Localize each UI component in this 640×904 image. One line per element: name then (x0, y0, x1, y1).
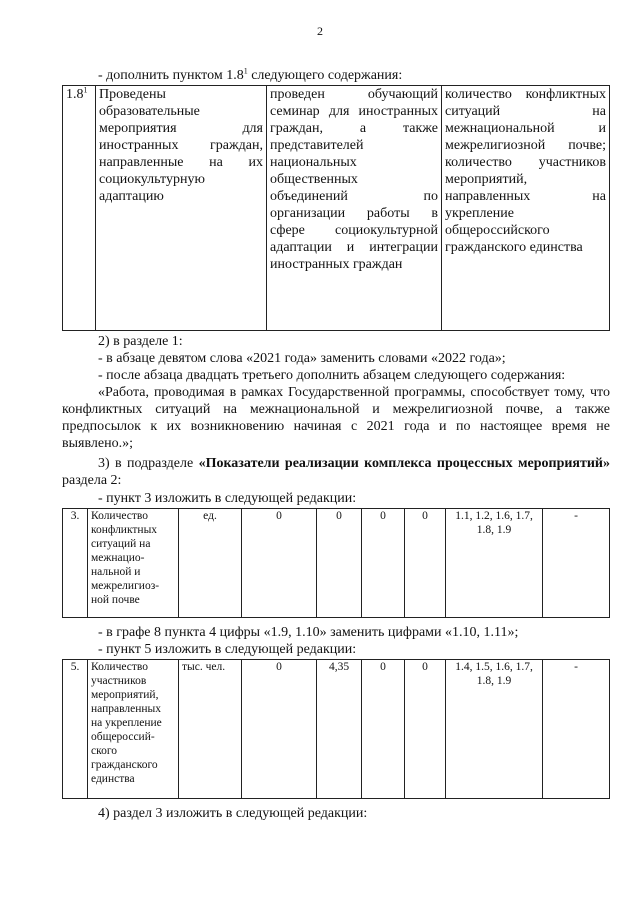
item-3 (62, 455, 610, 489)
table-item-1-8 (62, 85, 610, 331)
table3-name: Количество участников мероприятий, направленных на укрепление общероссий-ского гражданского единства (88, 660, 179, 799)
point-3-line: - пункт 3 изложить в следующей редакции: (98, 491, 357, 506)
intro-tail: следующего содержания: (247, 68, 403, 83)
table-row (63, 660, 610, 799)
item3-suffix: раздела 2: (62, 473, 122, 488)
table3-value-2: 4,35 (317, 660, 362, 799)
table2-references: 1.1, 1.2, 1.6, 1.7, 1.8, 1.9 (446, 509, 543, 618)
table1-event-cell: Проведены образовательные мероприятия для иностранных граждан, направленные на их социокультурную адаптацию (96, 86, 267, 331)
table2-value-4: 0 (405, 509, 446, 618)
table3-value-3: 0 (362, 660, 405, 799)
point-4-line: - в графе 8 пункта 4 цифры «1.9, 1.10» заменить цифрами «1.10, 1.11»; (98, 625, 519, 640)
table3-value-1: 0 (242, 660, 317, 799)
table-point-3 (62, 508, 610, 618)
intro-line (98, 67, 402, 84)
bullet-a: - в абзаце девятом слова «2021 года» заменить словами «2022 года»; (98, 351, 506, 366)
table2-value-3: 0 (362, 509, 405, 618)
item3-prefix: 3) в подразделе (98, 456, 199, 471)
table2-last: - (543, 509, 610, 618)
table-row (63, 86, 610, 331)
table3-value-4: 0 (405, 660, 446, 799)
page-number: 2 (317, 24, 323, 38)
intro-superscript: 1 (243, 66, 248, 76)
table3-last: - (543, 660, 610, 799)
table3-references: 1.4, 1.5, 1.6, 1.7, 1.8, 1.9 (446, 660, 543, 799)
point-5-line: - пункт 5 изложить в следующей редакции: (98, 642, 357, 657)
table2-value-1: 0 (242, 509, 317, 618)
item3-subsection-title: «Показатели реализации комплекса процессных мероприятий» (198, 456, 611, 471)
table1-number-cell (63, 86, 96, 331)
quote-paragraph: «Работа, проводимая в рамках Государственной программы, способствует тому, что конфликтных ситуаций на межнациональной и межрелигиозной почве, а также предпосылок к их возникновению начиная с 2021 года и по настоящее время не выявлено.»; (62, 385, 610, 451)
table1-number: 1.8 (66, 87, 84, 102)
item-2: 2) в разделе 1: (98, 334, 183, 349)
table1-result-cell: проведен обучающий семинар для иностранных граждан, а также представителей национальных общественных объединений по организации работы в сфере социокультурной адаптации и интеграции иностранных граждан (267, 86, 442, 331)
bullet-b: - после абзаца двадцать третьего дополнить абзацем следующего содержания: (98, 368, 566, 383)
table1-indicator-cell: количество конфликтных ситуаций на межнациональной и межрелигиозной почве; количество участников мероприятий, направленных на укрепление общероссийского гражданского единства (442, 86, 610, 331)
intro-text: - дополнить пунктом 1.8 (98, 68, 244, 83)
table2-number: 3. (63, 509, 88, 618)
table1-number-sup: 1 (83, 85, 88, 95)
table2-name: Количество конфликтных ситуаций на межнацио-нальной и межрелигиоз-ной почве (88, 509, 179, 618)
table2-unit: ед. (179, 509, 242, 618)
table3-unit: тыс. чел. (179, 660, 242, 799)
table-row (63, 509, 610, 618)
item-4: 4) раздел 3 изложить в следующей редакции: (98, 806, 368, 821)
table3-number: 5. (63, 660, 88, 799)
table-point-5 (62, 659, 610, 799)
table2-value-2: 0 (317, 509, 362, 618)
